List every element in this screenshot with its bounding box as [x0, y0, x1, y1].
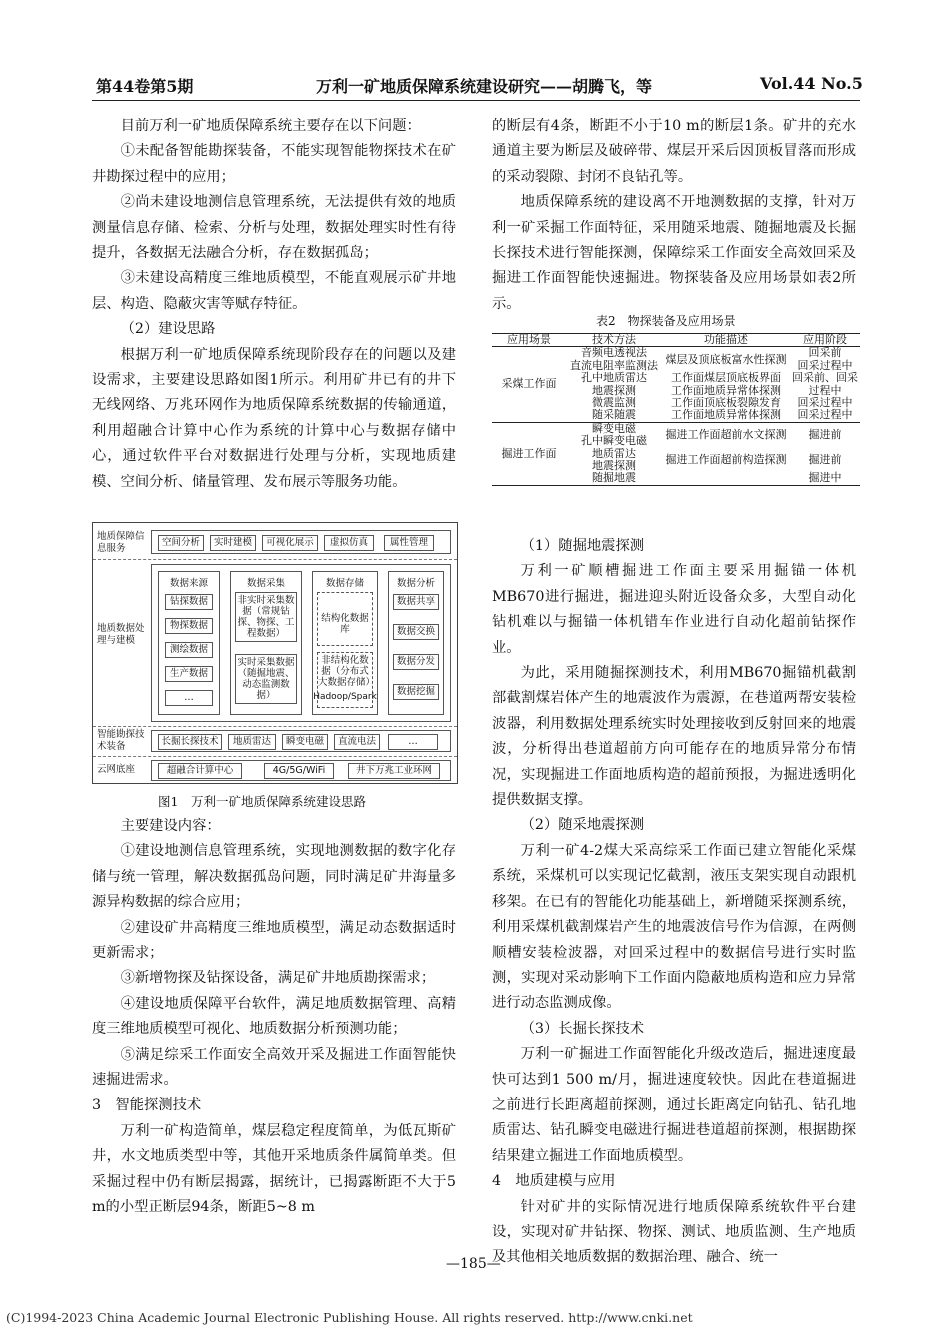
- paragraph: ②建设矿井高精度三维地质模型，满足动态数据适时更新需求；: [92, 919, 456, 962]
- paragraph: 地质保障系统的建设离不开地测数据的支撑，针对万利一矿采掘工作面特征，采用随采地震、随掘地震及长掘长探技术进行智能探测，保障综采工作面安全高效回采及掘进工作面智能快速掘进。物探装备及应用场景如表2所示。: [492, 194, 856, 312]
- desc-cell: 掘进工作面超前构造探测: [665, 452, 787, 466]
- data-source-box: [158, 571, 220, 715]
- paragraph: ①未配备智能勘探装备，不能实现智能物探技术在矿井勘探过程中的应用；: [92, 143, 456, 185]
- stage-cell: 掘进前: [808, 428, 842, 442]
- page-number: —185—: [446, 1256, 501, 1272]
- method-cell: 地震探测: [592, 383, 636, 397]
- desc-cell: [662, 472, 790, 485]
- analysis-chip: 数据挖掘: [393, 684, 439, 700]
- row-label-cloud: 云网底座: [97, 764, 136, 775]
- paragraph: 万利一矿构造简单，煤层稳定程度简单，为低瓦斯矿井，水文地质类型中等，其他开采地质条件属简单类。但采掘过程中仍有断层揭露，据统计，已揭露断距不大于5 m的小型正断层94条，断距5~8 m: [92, 1122, 456, 1216]
- scene-cell: 采煤工作面: [501, 377, 557, 391]
- method-cell: 随掘地震: [592, 471, 636, 485]
- service-chip: 可视化展示: [262, 535, 318, 551]
- row-label-service: 地质保障信息服务: [97, 531, 145, 554]
- divider: [93, 726, 457, 727]
- service-band: [151, 530, 451, 554]
- stage-cell: 回采前、回采: [792, 371, 858, 385]
- paragraph: 根据万利一矿地质保障系统现阶段存在的问题以及建设需求，主要建设思路如图1所示。利用矿井已有的井下无线网络、万兆环网作为地质保障系统数据的传输通道，利用超融合计算中心作为系统的计算中心与数据存储中心，通过软件平台对数据进行处理与分析，实现地质建模、空间分析、储量管理、发布展示等服务功能。: [92, 346, 456, 490]
- table-header: 技术方法: [592, 333, 636, 346]
- equip-band: [151, 730, 451, 752]
- equip-chip: 直流电法: [334, 734, 380, 750]
- subsection-heading: （3）长掘长探技术: [520, 1020, 645, 1037]
- analysis-chip: 数据共享: [393, 594, 439, 610]
- journal-volume: 第44卷第5期: [96, 77, 194, 96]
- left-column-top: [92, 114, 456, 495]
- row-label-equip: 智能勘探技术装备: [97, 729, 145, 752]
- table-2-caption: 表2 物探装备及应用场景: [596, 314, 736, 328]
- table-header-row: [492, 334, 860, 347]
- paragraph: ⑤满足综采工作面安全高效开采及掘进工作面智能快速掘进需求。: [92, 1046, 456, 1089]
- method-cell: 孔中地质雷达: [581, 371, 647, 385]
- data-storage-title: 数据存储: [325, 578, 364, 589]
- equip-chip: 瞬变电磁: [282, 734, 328, 750]
- subsection-heading: （1）随掘地震探测: [520, 538, 645, 554]
- divider: [93, 756, 457, 757]
- source-chip: 生产数据: [165, 666, 213, 682]
- desc-cell: 煤层及顶底板富水性探测: [665, 352, 787, 366]
- desc-cell: 掘进工作面超前水文探测: [665, 428, 787, 442]
- divider: [93, 559, 457, 560]
- table-header: 功能描述: [704, 333, 748, 346]
- section-heading: 3 智能探测技术: [92, 1097, 202, 1114]
- data-collect-title: 数据采集: [246, 578, 285, 589]
- paragraph: 目前万利一矿地质保障系统主要存在以下问题：: [120, 118, 421, 134]
- paragraph: ①建设地测信息管理系统，实现地测数据的数字化存储与统一管理，解决数据孤岛问题，同时满足矿井海量多源异构数据的综合应用；: [92, 843, 456, 911]
- data-analysis-title: 数据分析: [396, 578, 435, 589]
- method-cell: 随采随震: [592, 408, 636, 422]
- paragraph: ④建设地质保障平台软件，满足地质数据管理、高精度三维地质模型可视化、地质数据分析预测功能；: [92, 995, 456, 1038]
- figure-1-diagram: [92, 522, 458, 784]
- method-cell: 微震监测: [592, 396, 636, 410]
- data-analysis-box: [388, 571, 444, 715]
- paragraph: 万利一矿顺槽掘进工作面主要采用掘锚一体机MB670进行掘进，掘进迎头附近设备众多，大型自动化钻机难以与掘锚一体机错车作业进行自动化超前钻探作业。: [492, 563, 856, 656]
- table-row: [492, 347, 860, 360]
- paragraph: 万利一矿4-2煤大采高综采工作面已建立智能化采煤系统，采煤机可以实现记忆截割，液压支架实现自动跟机移架。在已有的智能化功能基础上，新增随采探测系统，利用采煤机截割煤岩产生的地震波信号作为信源，在两侧顺槽安装检波器，对回采过程中的数据信号进行实时监测，实现对采动影响下工作面内隐蔽地质构造和应力异常进行动态监测成像。: [492, 842, 856, 1012]
- right-column-top: [492, 114, 856, 317]
- equip-chip: …: [388, 734, 438, 750]
- scene-cell: 掘进工作面: [501, 446, 557, 460]
- data-collect-box: [230, 571, 302, 715]
- subsection-heading: （2）建设思路: [120, 321, 216, 338]
- cloud-band: [151, 760, 451, 781]
- data-source-title: 数据来源: [169, 578, 208, 589]
- cloud-chip: 4G/5G/WiFi: [264, 763, 334, 779]
- collect-chip: 实时采集数据（随掘地震、动态监测数据）: [235, 654, 297, 704]
- source-chip: 物探数据: [165, 618, 213, 634]
- paragraph: 主要建设内容：: [120, 818, 221, 834]
- stage-cell: 过程中: [808, 383, 842, 397]
- analysis-chip: 数据分发: [393, 654, 439, 670]
- storage-chip: 非结构化数据（分布式大数据存储）: [317, 652, 373, 708]
- service-chip: 实时建模: [210, 535, 256, 551]
- paragraph: 为此，采用随掘探测技术，利用MB670掘锚机截割部截割煤岩体产生的地震波作为震源，在巷道两帮安装检波器，利用数据处理系统实时处理接收到反射回来的地震波，分析得出巷道超前方向可能存在的地质异常分布情况，实现掘进工作面地质构造的超前预报，为掘进透明化提供数据支撑。: [492, 665, 856, 809]
- header-rule: [92, 100, 860, 101]
- source-chip: 钻探数据: [165, 594, 213, 610]
- section-heading: 4 地质建模与应用: [492, 1173, 616, 1190]
- hadoop-label: Hadoop/Spark: [313, 692, 377, 702]
- table-row: [492, 422, 860, 435]
- service-chip: 虚拟仿真: [324, 535, 374, 551]
- right-column-bottom: [492, 534, 856, 1271]
- stage-cell: 回采过程中: [797, 396, 853, 410]
- paragraph: 的断层有4条，断距不小于10 m的断层1条。矿井的充水通道主要为断层及破碎带、煤层开采后因顶板冒落而形成的采动裂隙、封闭不良钻孔等。: [492, 118, 856, 185]
- data-storage-box: [312, 571, 378, 715]
- method-cell: 孔中瞬变电磁: [581, 434, 647, 448]
- storage-chip: 结构化数据库: [317, 592, 373, 646]
- paragraph: ②尚未建设地测信息管理系统，无法提供有效的地质测量信息存储、检索、分析与处理，数据处理实时性有待提升，各数据无法融合分析，存在数据孤岛；: [92, 194, 456, 262]
- running-title: 万利一矿地质保障系统建设研究——胡腾飞，等: [316, 77, 653, 96]
- source-chip: 测绘数据: [165, 642, 213, 658]
- figure-1-caption: 图1 万利一矿地质保障系统建设思路: [158, 794, 366, 809]
- table-2: [492, 333, 860, 486]
- cloud-chip: 超融合计算中心: [158, 763, 242, 779]
- desc-cell: 工作面地质异常体探测: [671, 408, 781, 422]
- table-header: 应用阶段: [803, 333, 847, 346]
- desc-cell: 工作面煤层顶底板界面: [671, 371, 781, 385]
- source-chip: …: [165, 690, 213, 706]
- stage-cell: 回采过程中: [797, 358, 853, 372]
- paragraph: 万利一矿掘进工作面智能化升级改造后，掘进速度最快可达到1 500 m/月，掘进速度较快。因此在巷道掘进之前进行长距离超前探测，通过长距离定向钻孔、钻孔地质雷达、钻孔瞬变电磁进行掘进巷道超前探测，根据勘探结果建立掘进工作面地质模型。: [492, 1046, 856, 1164]
- stage-cell: 回采前: [808, 346, 842, 360]
- table-header: 应用场景: [507, 333, 551, 346]
- service-chip: 属性管理: [384, 535, 434, 551]
- analysis-chip: 数据交换: [393, 624, 439, 640]
- collect-chip: 非实时采集数据（常规钻探、物探、工程数据）: [235, 592, 297, 642]
- row-label-process: 地质数据处理与建模: [97, 623, 145, 646]
- desc-cell: 工作面顶底板裂隙发育: [671, 396, 781, 410]
- cloud-chip: 井下万兆工业环网: [348, 763, 440, 779]
- method-cell: 直流电阻率监测法: [570, 358, 658, 372]
- method-cell: 瞬变电磁: [592, 421, 636, 435]
- stage-cell: 掘进前: [808, 452, 842, 466]
- method-cell: 地震探测: [592, 459, 636, 473]
- paragraph: 针对矿井的实际情况进行地质保障系统软件平台建设，实现对矿井钻探、物探、测试、地质监测、生产地质及其他相关地质数据的数据治理、融合、统一: [492, 1198, 856, 1266]
- stage-cell: 掘进中: [808, 471, 842, 485]
- equip-chip: 地质雷达: [228, 734, 276, 750]
- paragraph: ③未建设高精度三维地质模型，不能直观展示矿井地层、构造、隐蔽灾害等赋存特征。: [92, 270, 456, 312]
- service-chip: 空间分析: [158, 535, 204, 551]
- process-band: [151, 564, 451, 722]
- desc-cell: 工作面地质异常体探测: [671, 383, 781, 397]
- method-cell: 地质雷达: [592, 446, 636, 460]
- method-cell: 音频电透视法: [581, 346, 647, 360]
- stage-cell: 回采过程中: [797, 408, 853, 422]
- copyright-footer: (C)1994-2023 China Academic Journal Electronic Publishing House. All rights reserved. http://www.cnki.net: [6, 1310, 693, 1325]
- left-column-bottom: [92, 814, 456, 1221]
- equip-chip: 长掘长探技术: [158, 734, 222, 750]
- subsection-heading: （2）随采地震探测: [520, 817, 645, 834]
- journal-volume-en: Vol.44 No.5: [760, 74, 863, 93]
- paragraph: ③新增物探及钻探设备，满足矿井地质勘探需求；: [120, 970, 436, 987]
